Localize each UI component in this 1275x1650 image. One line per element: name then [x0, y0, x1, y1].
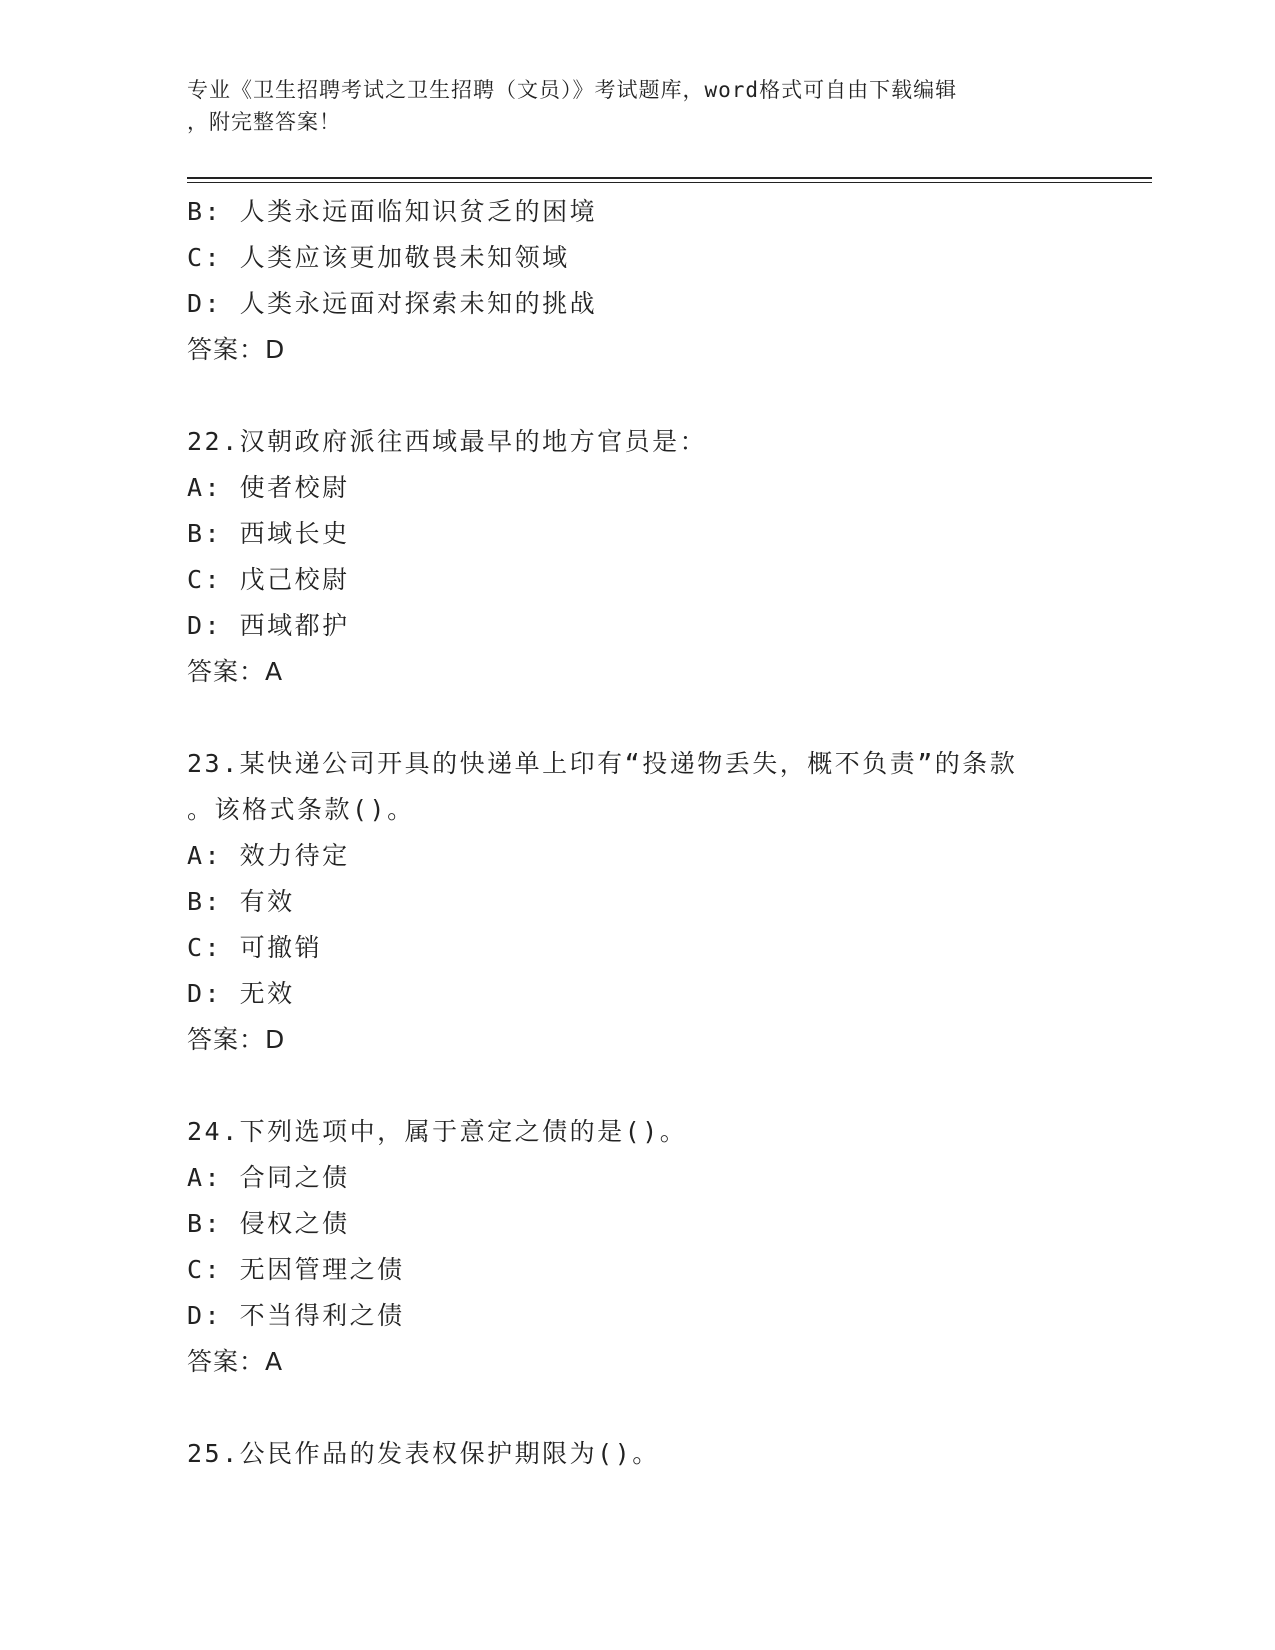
- spacer: [187, 695, 1087, 741]
- question-stem: 22.汉朝政府派往西域最早的地方官员是：: [187, 427, 708, 456]
- answer-label: 答案：A: [187, 1347, 284, 1376]
- option-b: B: 人类永远面临知识贫乏的困境: [187, 197, 598, 226]
- option-d: D: 西域都护: [187, 611, 350, 640]
- question-stem-line-1: 23.某快递公司开具的快递单上印有“投递物丢失，概不负责”的条款: [187, 749, 1018, 778]
- answer-label: 答案：A: [187, 657, 284, 686]
- question-24: [187, 1109, 1087, 1385]
- header-divider-thick: [187, 177, 1152, 179]
- question-stem: 24.下列选项中，属于意定之债的是()。: [187, 1117, 688, 1146]
- option-c: C: 人类应该更加敬畏未知领域: [187, 243, 570, 272]
- header-line-2: ，附完整答案！: [187, 110, 341, 134]
- question-stem: 25.公民作品的发表权保护期限为()。: [187, 1439, 660, 1468]
- option-b: B: 西域长史: [187, 519, 350, 548]
- question-21-tail: [187, 189, 1087, 373]
- spacer: [187, 1385, 1087, 1431]
- option-c: C: 无因管理之债: [187, 1255, 405, 1284]
- answer-label: 答案：D: [187, 1025, 286, 1054]
- header-divider-thin: [187, 182, 1152, 183]
- question-25: [187, 1431, 1087, 1477]
- option-a: A: 合同之债: [187, 1163, 350, 1192]
- option-a: A: 使者校尉: [187, 473, 350, 502]
- option-a: A: 效力待定: [187, 841, 350, 870]
- option-b: B: 有效: [187, 887, 295, 916]
- option-c: C: 戊己校尉: [187, 565, 350, 594]
- question-23: [187, 741, 1087, 1063]
- option-d: D: 不当得利之债: [187, 1301, 405, 1330]
- question-list: [187, 189, 1087, 1477]
- option-d: D: 人类永远面对探索未知的挑战: [187, 289, 598, 318]
- document-header: [187, 74, 1067, 138]
- answer-label: 答案：D: [187, 335, 286, 364]
- question-22: [187, 419, 1087, 695]
- spacer: [187, 373, 1087, 419]
- option-d: D: 无效: [187, 979, 295, 1008]
- option-b: B: 侵权之债: [187, 1209, 350, 1238]
- option-c: C: 可撤销: [187, 933, 323, 962]
- question-stem-line-2: 。该格式条款()。: [187, 795, 415, 824]
- spacer: [187, 1063, 1087, 1109]
- header-line-1: 专业《卫生招聘考试之卫生招聘（文员）》考试题库，word格式可自由下载编辑: [187, 78, 958, 102]
